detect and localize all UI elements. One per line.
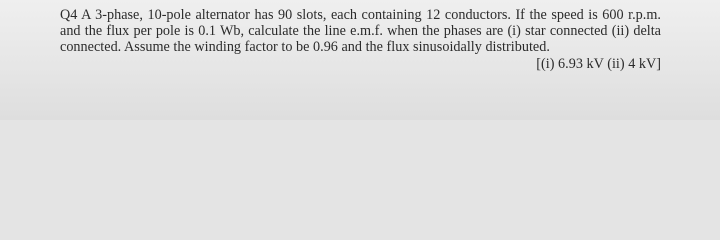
question-text: Q4 A 3-phase, 10-pole alternator has 90 slots, each containing 12 conductors. If the speed is 600 r.p.m. and the flux per pole is 0.1 Wb, calculate the line e.m.f. when the phases are (i) star connected (ii) delta connected. Assume the winding factor to be 0.96 and the flux sinusoidally distributed.: [60, 7, 661, 56]
question-q4: [60, 7, 661, 72]
answer-text: [(i) 6.93 kV (ii) 4 kV]: [536, 55, 661, 72]
